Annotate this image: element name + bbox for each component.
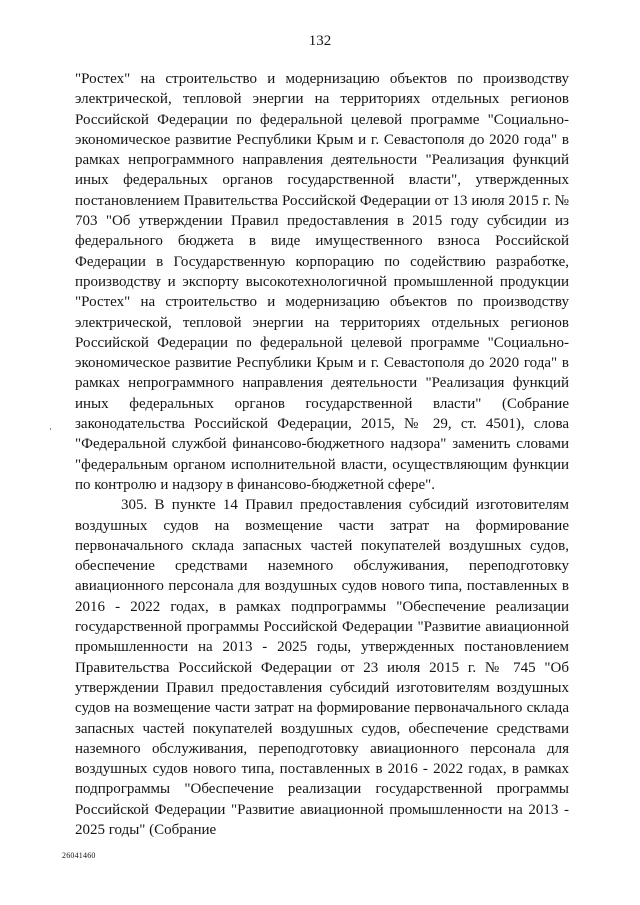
page-number: 132 <box>308 33 332 49</box>
paragraph-continued: "Ростех" на строительство и модернизацию объектов по производству электрической, тепловой энергии на территориях отдельных регионов Российской Федерации по федеральной целевой программе "Социально-экономическое развитие Республики Крым и г. Севастополя до 2020 года" в рамках непрограммного направления деятельности "Реализация функций иных федеральных органов государственной власти", утвержденных постановлением Правительства Российской Федерации от 13 июля 2015 г. № 703 "Об утверждении Правил предоставления в 2015 году субсидии из федерального бюджета в виде имущественного взноса Российской Федерации в Государственную корпорацию по содействию разработке, производству и экспорту высокотехнологичной промышленной продукции "Ростех" на строительство и модернизацию объектов по производству электрической, тепловой энергии на территориях отдельных регионов Российской Федерации по федеральной целевой программе "Социально-экономическое развитие Республики Крым и г. Севастополя до 2020 года" в рамках непрограммного направления деятельности "Реализация функций иных федеральных органов государственной власти" (Собрание законодательства Российской Федерации, 2015, № 29, ст. 4501), слова "Федеральной службой финансово-бюджетного надзора" заменить словами "федеральным органом исполнительной власти, осуществляющим функции по контролю и надзору в финансово-бюджетной сфере". <box>75 71 569 493</box>
margin-mark <box>50 428 51 430</box>
paragraph-305: 305. В пункте 14 Правил предоставления субсидий изготовителям воздушных судов на возмещение части затрат на формирование первоначального склада запасных частей покупателей воздушных судов, обеспечение средствами наземного обслуживания, переподготовку авиационного персонала для воздушных судов нового типа, поставленных в 2016 - 2022 годах, в рамках подпрограммы "Обеспечение реализации государственной программы Российской Федерации "Развитие авиационной промышленности на 2013 - 2025 годы, утвержденных постановлением Правительства Российской Федерации от 23 июля 2015 г. № 745 "Об утверждении Правил предоставления субсидий изготовителям воздушных судов на возмещение части затрат на формирование первоначального склада запасных частей покупателей воздушных судов, обеспечение средствами наземного обслуживания, переподготовку авиационного персонала для воздушных судов нового типа, поставленных в 2016 - 2022 годах, в рамках подпрограммы "Обеспечение реализации государственной программы Российской Федерации "Развитие авиационной промышленности на 2013 - 2025 годы" (Собрание <box>75 497 569 838</box>
document-body <box>75 69 569 840</box>
document-code: 26041460 <box>62 851 96 860</box>
